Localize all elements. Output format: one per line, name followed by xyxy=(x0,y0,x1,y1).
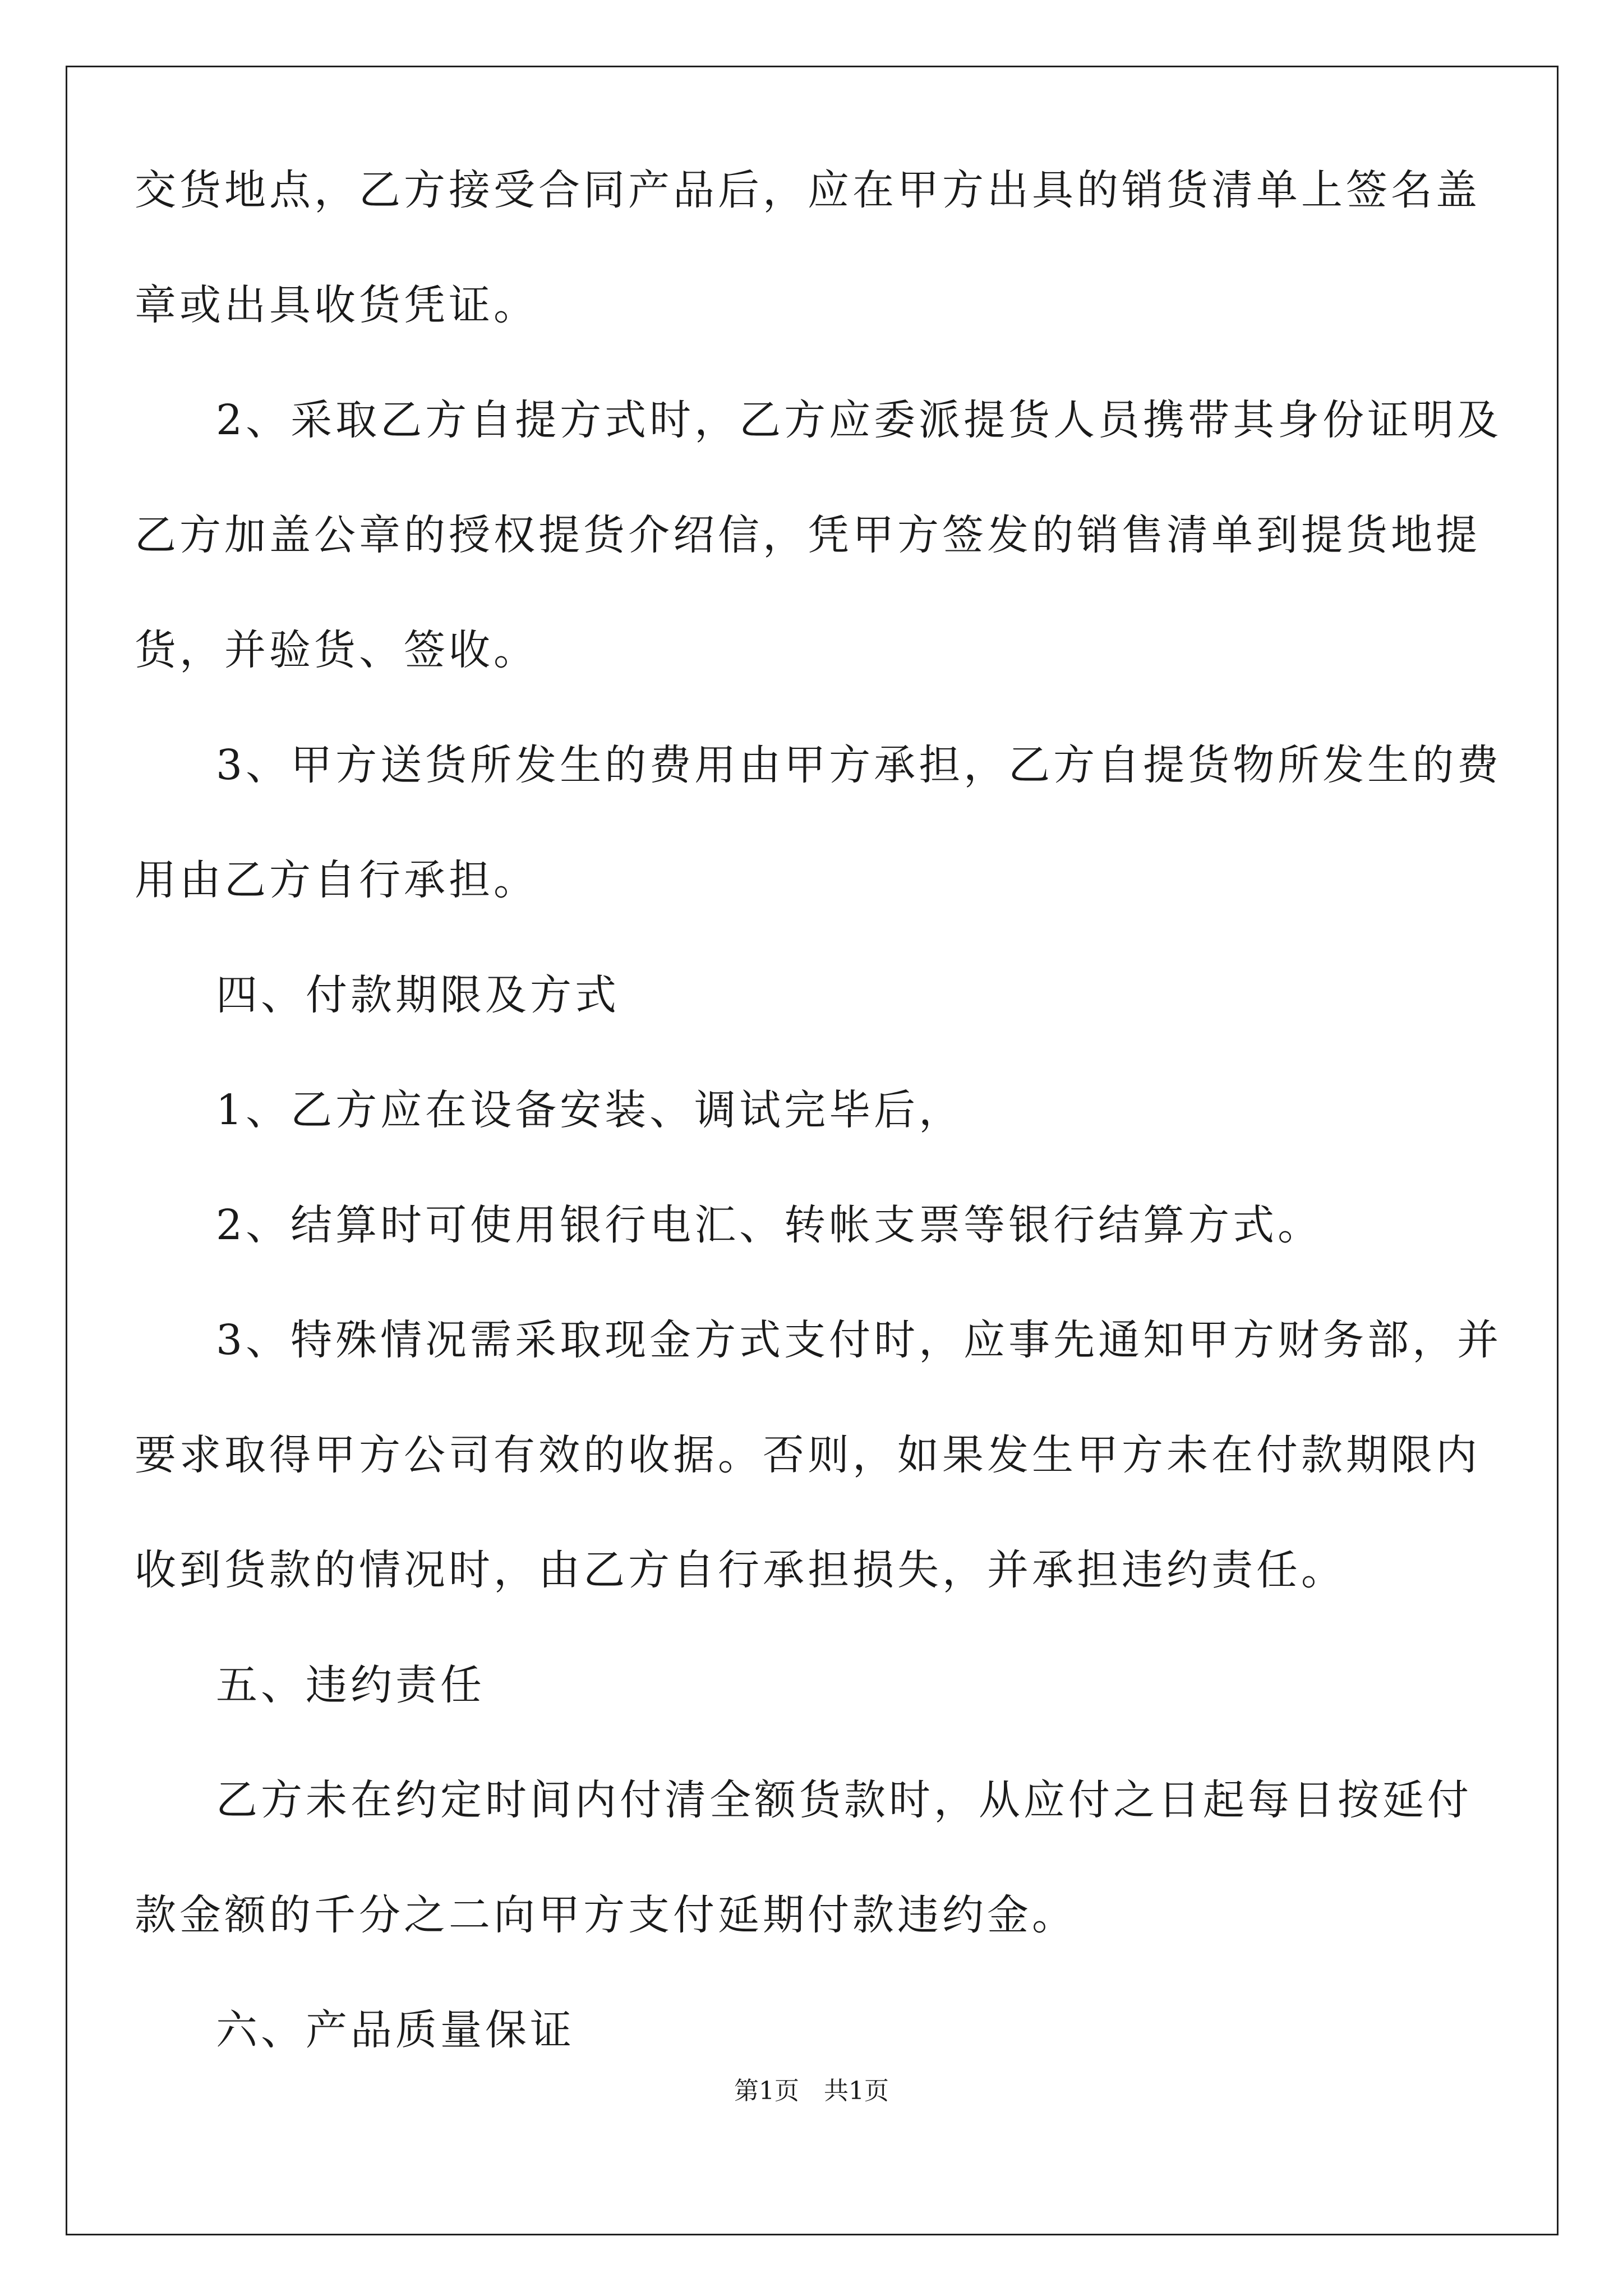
section-heading-payment: 四、付款期限及方式 xyxy=(216,971,620,1019)
text-line-15: 乙方未在约定时间内付清全额货款时，从应付之日起每日按延付 xyxy=(216,1776,1472,1824)
page-footer: 第1页 共1页 xyxy=(734,2077,889,2105)
text-line-1: 交货地点，乙方接受合同产品后，应在甲方出具的销货清单上签名盖 xyxy=(135,166,1481,214)
text-line-4: 乙方加盖公章的授权提货介绍信，凭甲方签发的销售清单到提货地提 xyxy=(135,511,1481,559)
text-line-16: 款金额的千分之二向甲方支付延期付款违约金。 xyxy=(135,1891,1077,1939)
text-line-12: 要求取得甲方公司有效的收据。否则，如果发生甲方未在付款期限内 xyxy=(135,1431,1481,1479)
text-line-10: 2、结算时可使用银行电汇、转帐支票等银行结算方式。 xyxy=(216,1201,1323,1249)
text-line-7: 用由乙方自行承担。 xyxy=(135,856,538,904)
text-line-11: 3、特殊情况需采取现金方式支付时，应事先通知甲方财务部，并 xyxy=(216,1316,1502,1364)
section-heading-quality: 六、产品质量保证 xyxy=(216,2006,575,2054)
section-heading-breach: 五、违约责任 xyxy=(216,1661,485,1709)
text-line-5: 货，并验货、签收。 xyxy=(135,626,538,674)
text-line-3: 2、采取乙方自提方式时，乙方应委派提货人员携带其身份证明及 xyxy=(216,396,1502,444)
text-line-13: 收到货款的情况时，由乙方自行承担损失，并承担违约责任。 xyxy=(135,1546,1346,1594)
page-frame xyxy=(66,66,1559,2235)
text-line-2: 章或出具收货凭证。 xyxy=(135,281,538,329)
text-line-9: 1、乙方应在设备安装、调试完毕后， xyxy=(216,1086,964,1134)
text-line-6: 3、甲方送货所发生的费用由甲方承担，乙方自提货物所发生的费 xyxy=(216,741,1502,789)
